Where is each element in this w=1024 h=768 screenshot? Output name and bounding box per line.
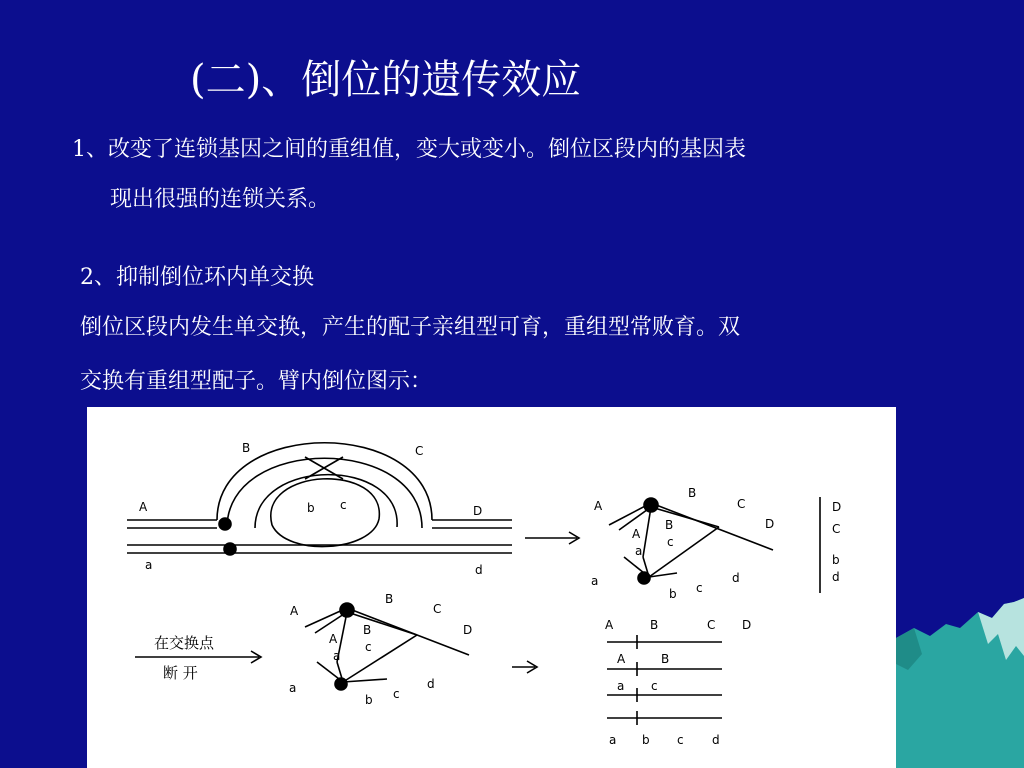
chromatid-label-d: d [832, 570, 840, 584]
result-row2-B: B [661, 652, 670, 666]
step3-label-c: c [365, 640, 372, 654]
step2-label-b: b [669, 587, 677, 601]
result-row4-c: c [677, 733, 684, 747]
step2-label-a2: a [591, 574, 599, 588]
step3-label-B: B [385, 592, 394, 606]
chromatid-label-C: C [832, 522, 841, 536]
point1-line1: 1、改变了连锁基因之间的重组值，变大或变小。倒位区段内的基因表 [72, 137, 746, 162]
point2-heading: 2、抑制倒位环内单交换 [80, 265, 314, 290]
loop-label-d: d [475, 563, 483, 577]
step3-label-a2: a [289, 681, 297, 695]
step3-label-b: b [365, 693, 373, 707]
mountain-decoration [896, 598, 1024, 768]
step2-label-C: C [737, 497, 746, 511]
step2-label-A: A [594, 499, 603, 513]
step2-label-D: D [765, 517, 775, 531]
result-row4-a: a [609, 733, 617, 747]
slide-title: (二)、倒位的遗传效应 [190, 57, 582, 103]
point1-line2: 现出很强的连锁关系。 [110, 187, 331, 212]
result-row1-A: A [605, 618, 614, 632]
inversion-diagram-svg [87, 407, 896, 768]
result-row3-a: a [617, 679, 625, 693]
break-label-line1: 在交换点 [154, 634, 215, 652]
chromatid-label-D: D [832, 500, 842, 514]
loop-label-A: A [139, 500, 148, 514]
step3-label-C: C [433, 602, 442, 616]
loop-label-B: B [242, 441, 251, 455]
step3-label-A: A [290, 604, 299, 618]
step2-label-d: d [732, 571, 740, 585]
point2-line1: 倒位区段内发生单交换，产生的配子亲组型可育，重组型常败育。双 [80, 315, 741, 340]
chromatid-label-b: b [832, 553, 840, 567]
step3-label-B2: B [363, 623, 372, 637]
step2-label-B: B [688, 486, 697, 500]
result-row4-d: d [712, 733, 720, 747]
result-row2-A: A [617, 652, 626, 666]
step3-label-a: a [333, 649, 341, 663]
step2-label-c2: c [696, 581, 703, 595]
loop-label-D: D [473, 504, 483, 518]
step3-label-d: d [427, 677, 435, 691]
result-row3-c: c [651, 679, 658, 693]
loop-label-a: a [145, 558, 153, 572]
result-row1-D: D [742, 618, 752, 632]
inversion-diagram [87, 407, 896, 768]
loop-label-b: b [307, 501, 315, 515]
step2-label-A2: A [632, 527, 641, 541]
break-label-line2: 断 开 [163, 664, 198, 682]
step3-label-A2: A [329, 632, 338, 646]
step3-label-D: D [463, 623, 473, 637]
step2-label-a: a [635, 544, 643, 558]
loop-label-c: c [340, 498, 347, 512]
loop-label-C: C [415, 444, 424, 458]
result-row4-b: b [642, 733, 650, 747]
step3-label-c2: c [393, 687, 400, 701]
step2-label-c: c [667, 535, 674, 549]
result-row1-C: C [707, 618, 716, 632]
step2-label-B2: B [665, 518, 674, 532]
point2-line2: 交换有重组型配子。臂内倒位图示： [80, 369, 433, 394]
result-row1-B: B [650, 618, 659, 632]
